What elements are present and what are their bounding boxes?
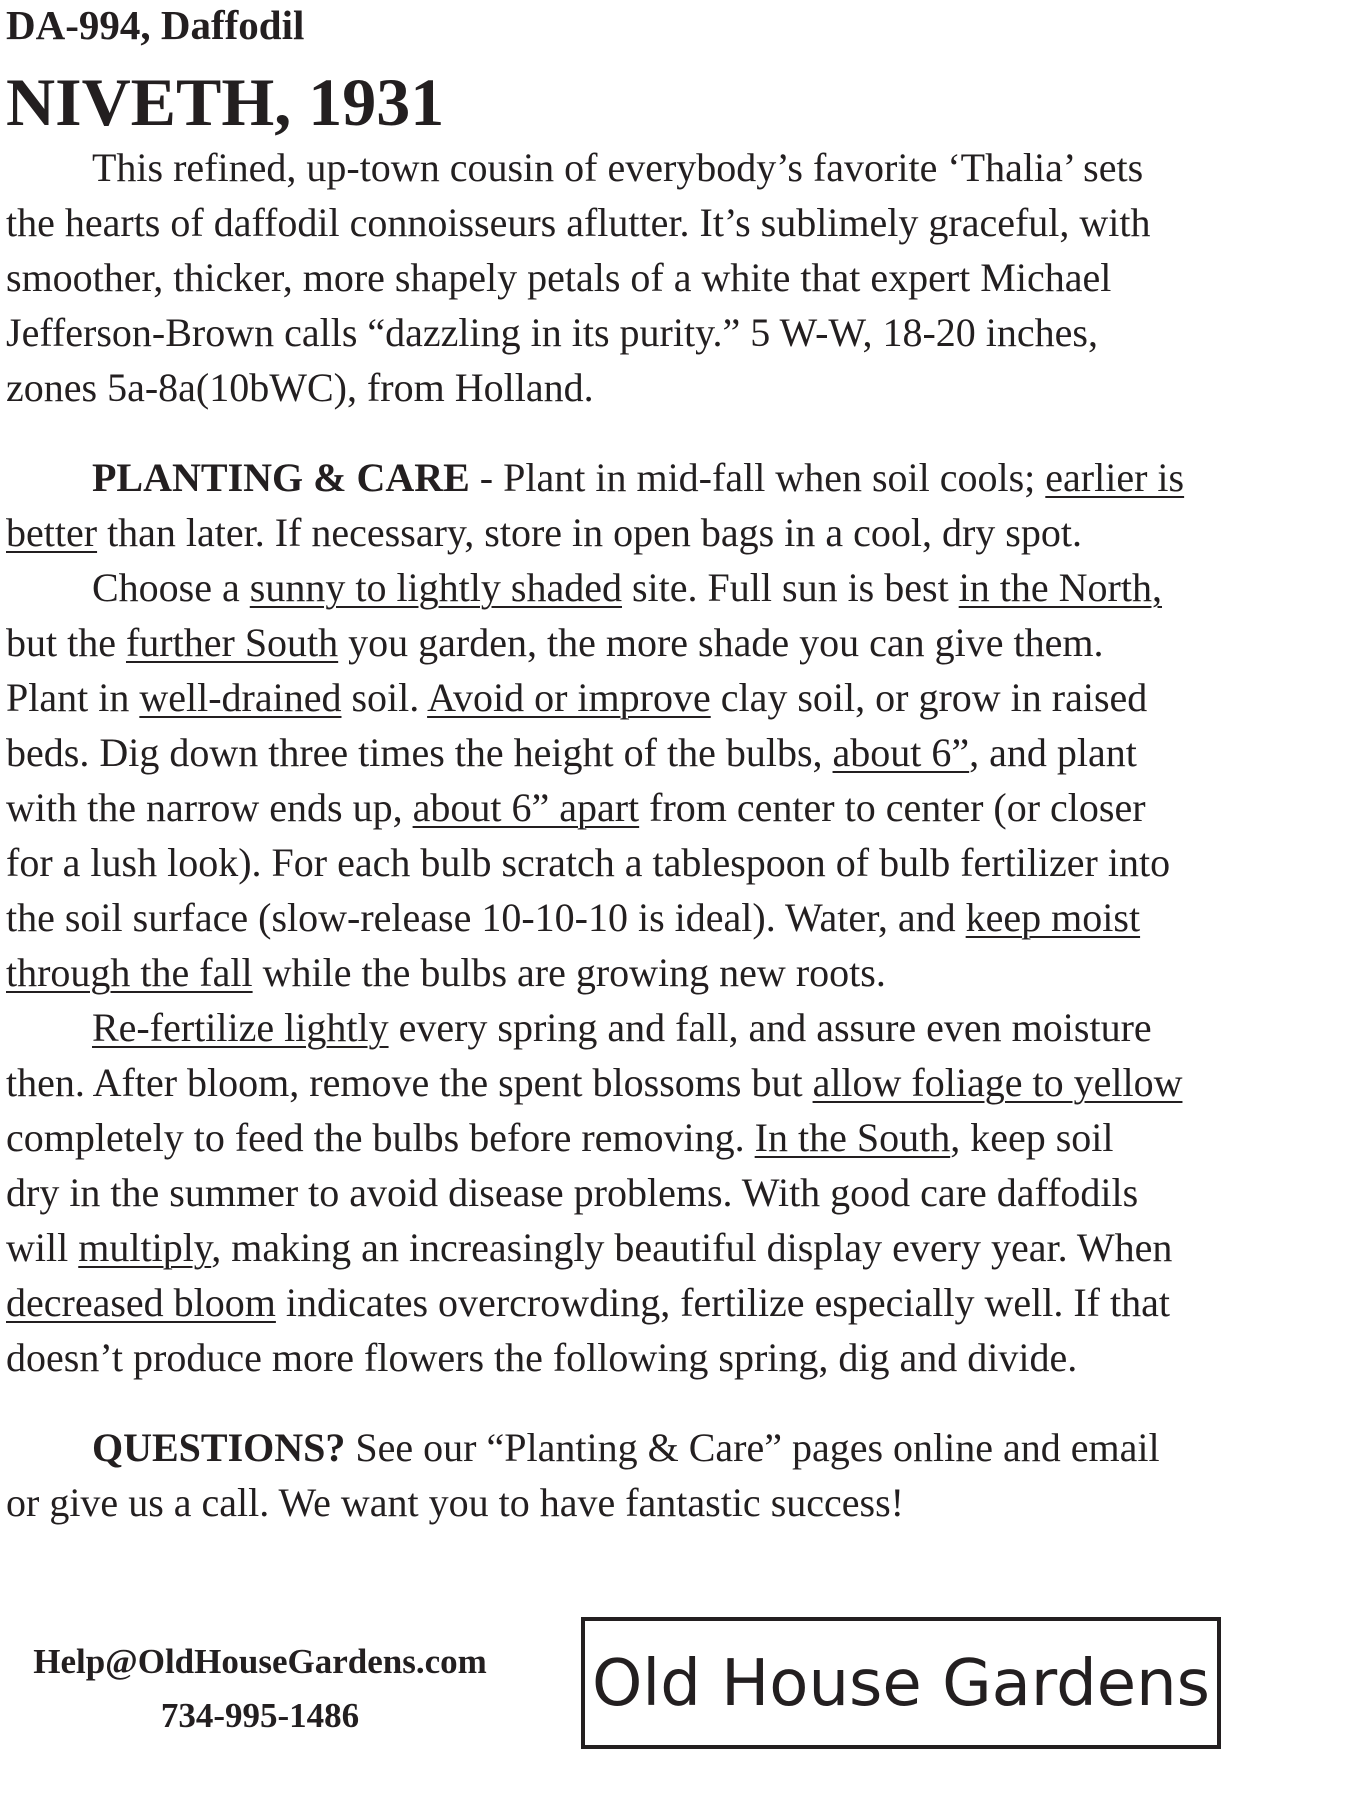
text-line: or give us a call. We want you to have fantastic success! [6,1480,904,1525]
text-line: the hearts of daffodil connoisseurs aflutter. It’s sublimely graceful, with [6,200,1151,245]
underlined-text: In the South [754,1115,951,1160]
underlined-text: in the North, [958,565,1162,610]
underlined-text: about 6” [832,730,970,775]
text-line: This refined, up-town cousin of everybody’s favorite ‘Thalia’ sets [92,145,1144,190]
underlined-text: well-drained [139,675,342,720]
text-line: QUESTIONS? See our “Planting & Care” pages online and email [92,1425,1160,1470]
page-title: NIVETH, 1931 [6,64,445,140]
text-line: Plant in well-drained soil. Avoid or improve clay soil, or grow in raised [6,675,1148,720]
text-line: completely to feed the bulbs before removing. In the South, keep soil [6,1115,1114,1160]
questions-section [6,1420,1306,1530]
text-line: PLANTING & CARE - Plant in mid-fall when soil cools; earlier is [92,455,1185,500]
product-code: DA-994, Daffodil [6,2,305,48]
text-line: Choose a sunny to lightly shaded site. Full sun is best in the North, [92,565,1162,610]
logo-text: Old House Gardens [592,1647,1210,1721]
contact-info [0,1635,520,1743]
email-link[interactable]: Help@OldHouseGardens.com [33,1642,487,1681]
text-line: zones 5a-8a(10bWC), from Holland. [6,365,594,410]
text-line: dry in the summer to avoid disease problems. With good care daffodils [6,1170,1139,1215]
section-heading: PLANTING & CARE [92,455,470,500]
text-line: smoother, thicker, more shapely petals of a white that expert Michael [6,255,1112,300]
underlined-text: decreased bloom [6,1280,276,1325]
text-line: Re-fertilize lightly every spring and fall, and assure even moisture [92,1005,1152,1050]
text-line: beds. Dig down three times the height of the bulbs, about 6”, and plant [6,730,1137,775]
logo [581,1617,1221,1749]
underlined-text: through the fall [6,950,253,995]
underlined-text: better [6,510,98,555]
underlined-text: Re-fertilize lightly [92,1005,389,1050]
underlined-text: further South [125,620,339,665]
planting-care-section [6,450,1306,1385]
text-line: the soil surface (slow-release 10-10-10 is ideal). Water, and keep moist [6,895,1141,940]
text-line: then. After bloom, remove the spent blossoms but allow foliage to yellow [6,1060,1183,1105]
logo-wordmark [585,1621,1217,1745]
text-line: will multiply, making an increasingly beautiful display every year. When [6,1225,1173,1270]
text-line: but the further South you garden, the more shade you can give them. [6,620,1104,665]
underlined-text: keep moist [965,895,1141,940]
text-line: through the fall while the bulbs are growing new roots. [6,950,886,995]
text-line: for a lush look). For each bulb scratch a tablespoon of bulb fertilizer into [6,840,1171,885]
underlined-text: Avoid or improve [427,675,711,720]
phone-number: 734-995-1486 [160,1696,360,1735]
text-line: doesn’t produce more flowers the following spring, dig and divide. [6,1335,1078,1380]
underlined-text: earlier is [1045,455,1185,500]
underlined-text: about 6” apart [412,785,640,830]
underlined-text: multiply [78,1225,212,1270]
text-line: better than later. If necessary, store in open bags in a cool, dry spot. [6,510,1082,555]
text-line: with the narrow ends up, about 6” apart from center to center (or closer [6,785,1146,830]
description-paragraph [6,140,1306,415]
underlined-text: sunny to lightly shaded [249,565,622,610]
section-heading: QUESTIONS? [92,1425,346,1470]
underlined-text: allow foliage to yellow [812,1060,1183,1105]
text-line: decreased bloom indicates overcrowding, fertilize especially well. If that [6,1280,1170,1325]
text-line: Jefferson-Brown calls “dazzling in its purity.” 5 W-W, 18-20 inches, [6,310,1098,355]
